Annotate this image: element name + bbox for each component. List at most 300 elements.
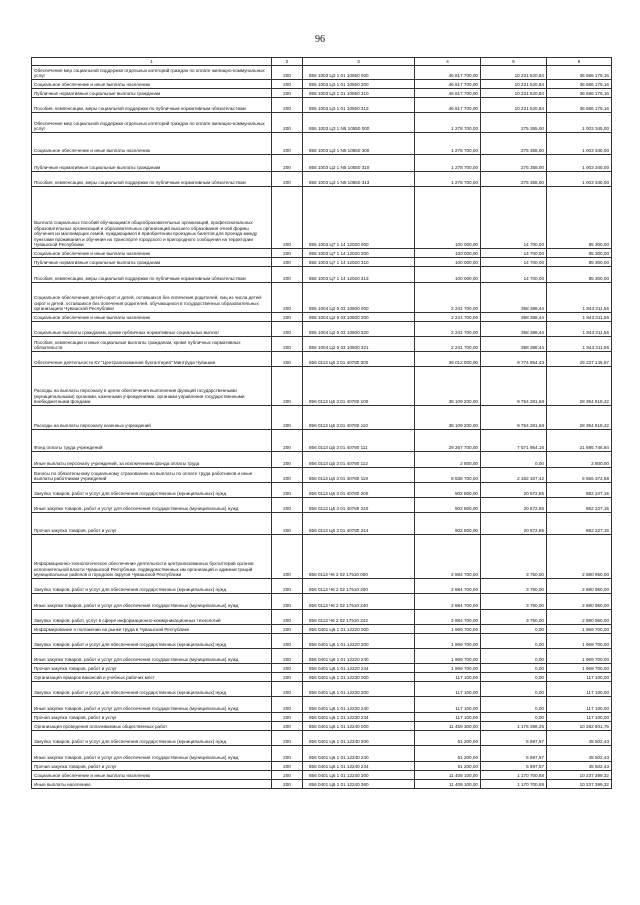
row-code-cell: 200 — [272, 483, 303, 498]
row-executed-amount-cell: 5 697,57 — [481, 746, 547, 762]
row-code-cell: 200 — [272, 133, 303, 155]
table-row — [32, 367, 612, 406]
row-code-cell: 200 — [272, 89, 303, 98]
table-row — [32, 610, 612, 625]
table-row — [32, 313, 612, 322]
row-unexecuted-amount-cell: 36 586 179,16 — [547, 80, 612, 89]
row-unexecuted-amount-cell: 1 843 311,56 — [547, 313, 612, 322]
row-name-cell: Закупка товаров, работ и услуг для обеспечения государственных (муниципальных) нужд — [32, 682, 272, 697]
table-row — [32, 649, 612, 664]
row-classification-code-cell: 856 0401 Ц6 1 01 12240 240 — [303, 746, 415, 762]
row-approved-amount-cell: 39 012 000,00 — [415, 352, 481, 367]
table-row — [32, 468, 612, 483]
row-classification-code-cell: 856 0113 Ч6 2 02 17510 200 — [303, 579, 415, 594]
row-executed-amount-cell: 20 572,85 — [481, 483, 547, 498]
row-unexecuted-amount-cell: 21 695 745,84 — [547, 430, 612, 452]
row-classification-code-cell: 856 0113 Ц6 3 01 40780 200 — [303, 483, 415, 498]
row-executed-amount-cell: 275 355,00 — [481, 113, 547, 133]
row-approved-amount-cell: 1 969 700,00 — [415, 625, 481, 634]
row-approved-amount-cell: 51 200,00 — [415, 762, 481, 771]
table-row — [32, 594, 612, 610]
row-name-cell: Организация ярмарок вакансий и учебных рабочих мест — [32, 673, 272, 682]
row-name-cell: Социальное обеспечение и иные выплаты населению — [32, 80, 272, 89]
row-approved-amount-cell: 100 000,00 — [415, 258, 481, 267]
row-name-cell: Фонд оплаты труда учреждений — [32, 430, 272, 452]
row-name-cell: Информационно-технологическое обеспечение деятельности централизованных бухгалтерий органов исполнительной власти Чувашской Республики, подведомственных им организаций и администраций муниципальных районов и городских округов Чувашской Республики — [32, 535, 272, 579]
row-executed-amount-cell: 0,00 — [481, 673, 547, 682]
row-unexecuted-amount-cell: 1 003 345,00 — [547, 155, 612, 172]
row-unexecuted-amount-cell: 6 656 372,58 — [547, 468, 612, 483]
row-name-cell: Закупка товаров, работ и услуг для обеспечения государственных (муниципальных) нужд — [32, 634, 272, 649]
row-approved-amount-cell: 11 459 300,00 — [415, 722, 481, 731]
row-classification-code-cell: 855 1004 Ц2 5 03 10500 320 — [303, 322, 415, 337]
row-code-cell: 200 — [272, 664, 303, 673]
row-name-cell: Публичные нормативные социальные выплаты гражданам — [32, 89, 272, 98]
row-approved-amount-cell: 902 800,00 — [415, 513, 481, 535]
row-approved-amount-cell: 2 884 700,00 — [415, 535, 481, 579]
table-row — [32, 98, 612, 113]
row-code-cell: 200 — [272, 682, 303, 697]
row-classification-code-cell: 855 1003 Ц7 1 14 12020 313 — [303, 267, 415, 283]
row-approved-amount-cell: 46 817 700,00 — [415, 80, 481, 89]
row-unexecuted-amount-cell: 2 880 950,00 — [547, 610, 612, 625]
row-approved-amount-cell: 117 100,00 — [415, 682, 481, 697]
row-name-cell: Иные закупки товаров, работ и услуг для обеспечения государственных (муниципальных) нужд — [32, 594, 272, 610]
table-row — [32, 337, 612, 352]
row-name-cell: Прочая закупка товаров, работ и услуг — [32, 513, 272, 535]
page-number: 96 — [315, 34, 325, 45]
table-row — [32, 780, 612, 789]
row-approved-amount-cell: 29 267 700,00 — [415, 430, 481, 452]
row-approved-amount-cell: 8 838 700,00 — [415, 468, 481, 483]
row-code-cell: 200 — [272, 762, 303, 771]
row-executed-amount-cell: 398 388,44 — [481, 322, 547, 337]
table-row — [32, 771, 612, 780]
row-name-cell: Пособия, компенсации, меры социальной поддержки по публичным нормативным обязательствам — [32, 267, 272, 283]
row-approved-amount-cell: 38 109 200,00 — [415, 367, 481, 406]
row-unexecuted-amount-cell: 882 227,15 — [547, 483, 612, 498]
row-executed-amount-cell: 14 700,00 — [481, 249, 547, 258]
row-executed-amount-cell: 398 388,44 — [481, 283, 547, 313]
row-code-cell: 200 — [272, 673, 303, 682]
row-classification-code-cell: 855 1003 Ц3 1 N5 10550 000 — [303, 113, 415, 133]
row-code-cell: 200 — [272, 746, 303, 762]
row-classification-code-cell: 855 1003 Ц3 1 01 10550 310 — [303, 89, 415, 98]
row-unexecuted-amount-cell: 45 502,43 — [547, 762, 612, 771]
table-row — [32, 133, 612, 155]
row-name-cell: Социальное обеспечение и иные выплаты населению — [32, 133, 272, 155]
row-code-cell: 200 — [272, 430, 303, 452]
row-code-cell: 200 — [272, 155, 303, 172]
row-approved-amount-cell: 2 884 700,00 — [415, 594, 481, 610]
table-row — [32, 664, 612, 673]
row-classification-code-cell: 855 1003 Ц7 1 14 12020 000 — [303, 187, 415, 249]
row-approved-amount-cell: 11 408 100,00 — [415, 780, 481, 789]
row-approved-amount-cell: 2 241 700,00 — [415, 322, 481, 337]
row-name-cell: Социальное обеспечение и иные выплаты населению — [32, 249, 272, 258]
column-header: 6 — [547, 58, 612, 66]
table-row — [32, 682, 612, 697]
row-executed-amount-cell: 14 700,00 — [481, 267, 547, 283]
row-name-cell: Пособия, компенсации, меры социальной поддержки по публичным нормативным обязательствам — [32, 172, 272, 187]
row-code-cell: 200 — [272, 80, 303, 89]
row-classification-code-cell: 856 0401 Ц6 1 01 12230 200 — [303, 682, 415, 697]
row-code-cell: 200 — [272, 771, 303, 780]
table-row — [32, 483, 612, 498]
row-code-cell: 200 — [272, 498, 303, 513]
table-row — [32, 513, 612, 535]
row-name-cell: Публичные нормативные социальные выплаты гражданам — [32, 155, 272, 172]
row-executed-amount-cell: 275 355,00 — [481, 133, 547, 155]
row-unexecuted-amount-cell: 2 880 950,00 — [547, 594, 612, 610]
row-name-cell: Социальное обеспечение и иные выплаты населению — [32, 313, 272, 322]
row-unexecuted-amount-cell: 882 227,15 — [547, 513, 612, 535]
row-classification-code-cell: 856 0401 Ц6 1 01 12240 300 — [303, 771, 415, 780]
row-executed-amount-cell: 5 697,57 — [481, 731, 547, 746]
table-row — [32, 89, 612, 98]
row-approved-amount-cell: 51 200,00 — [415, 731, 481, 746]
row-executed-amount-cell: 1 170 700,68 — [481, 780, 547, 789]
row-approved-amount-cell: 2 241 700,00 — [415, 283, 481, 313]
row-name-cell: Социальное обеспечение и иные выплаты населению — [32, 771, 272, 780]
column-header: 3 — [303, 58, 415, 66]
row-code-cell: 200 — [272, 625, 303, 634]
row-executed-amount-cell: 10 231 520,84 — [481, 66, 547, 80]
row-unexecuted-amount-cell: 882 227,15 — [547, 498, 612, 513]
row-code-cell: 200 — [272, 322, 303, 337]
row-executed-amount-cell: 20 572,85 — [481, 513, 547, 535]
table-row — [32, 498, 612, 513]
row-unexecuted-amount-cell: 36 586 179,16 — [547, 98, 612, 113]
row-classification-code-cell: 856 0401 Ц6 1 01 12230 244 — [303, 713, 415, 722]
row-name-cell: Социальные выплаты гражданам, кроме публичных нормативных социальных выплат — [32, 322, 272, 337]
row-unexecuted-amount-cell: 1 969 700,00 — [547, 649, 612, 664]
row-approved-amount-cell: 1 278 700,00 — [415, 172, 481, 187]
row-executed-amount-cell: 9 754 281,58 — [481, 406, 547, 430]
row-unexecuted-amount-cell: 10 282 901,75 — [547, 722, 612, 731]
row-code-cell: 200 — [272, 513, 303, 535]
table-row — [32, 430, 612, 452]
row-classification-code-cell: 856 0113 Ч6 2 02 17510 242 — [303, 610, 415, 625]
table-row — [32, 452, 612, 468]
row-unexecuted-amount-cell: 117 100,00 — [547, 697, 612, 713]
row-approved-amount-cell: 11 408 100,00 — [415, 771, 481, 780]
row-executed-amount-cell: 0,00 — [481, 452, 547, 468]
row-classification-code-cell: 856 0113 Ц6 3 01 40780 112 — [303, 452, 415, 468]
row-unexecuted-amount-cell: 2 800,00 — [547, 452, 612, 468]
row-code-cell: 200 — [272, 468, 303, 483]
row-code-cell: 200 — [272, 172, 303, 187]
row-classification-code-cell: 855 1003 Ц3 1 N5 10550 310 — [303, 155, 415, 172]
table-row — [32, 322, 612, 337]
row-unexecuted-amount-cell: 2 880 950,00 — [547, 535, 612, 579]
row-approved-amount-cell: 902 800,00 — [415, 498, 481, 513]
row-executed-amount-cell: 0,00 — [481, 625, 547, 634]
table-row — [32, 625, 612, 634]
row-code-cell: 200 — [272, 352, 303, 367]
row-name-cell: Иные закупки товаров, работ и услуг для обеспечения государственных (муниципальных) нужд — [32, 746, 272, 762]
row-name-cell: Обеспечение мер социальной поддержки отдельных категорий граждан по оплате жилищно-коммунальных услуг — [32, 113, 272, 133]
row-unexecuted-amount-cell: 1 003 345,00 — [547, 113, 612, 133]
row-unexecuted-amount-cell: 85 300,00 — [547, 258, 612, 267]
table-row — [32, 406, 612, 430]
table-row — [32, 155, 612, 172]
row-unexecuted-amount-cell: 2 880 950,00 — [547, 579, 612, 594]
column-header: 4 — [415, 58, 481, 66]
table-row — [32, 535, 612, 579]
row-classification-code-cell: 855 1003 Ц3 1 N5 10550 313 — [303, 172, 415, 187]
row-executed-amount-cell: 275 355,00 — [481, 172, 547, 187]
row-approved-amount-cell: 1 969 700,00 — [415, 649, 481, 664]
row-name-cell: Взносы по обязательному социальному страхованию на выплаты по оплате труда работников и иные выплаты работникам учреждений — [32, 468, 272, 483]
table-row — [32, 258, 612, 267]
row-code-cell: 200 — [272, 249, 303, 258]
row-approved-amount-cell: 100 000,00 — [415, 249, 481, 258]
row-unexecuted-amount-cell: 45 502,43 — [547, 746, 612, 762]
row-classification-code-cell: 856 0113 Ц6 3 01 40780 110 — [303, 406, 415, 430]
row-name-cell: Обеспечение мер социальной поддержки отдельных категорий граждан по оплате жилищно-коммунальных услуг — [32, 66, 272, 80]
row-classification-code-cell: 855 1003 Ц7 1 14 12020 300 — [303, 249, 415, 258]
row-approved-amount-cell: 2 884 700,00 — [415, 579, 481, 594]
table-row — [32, 673, 612, 682]
row-name-cell: Прочая закупка товаров, работ и услуг — [32, 664, 272, 673]
row-classification-code-cell: 856 0113 Ц6 3 01 40780 111 — [303, 430, 415, 452]
row-executed-amount-cell: 10 231 520,84 — [481, 80, 547, 89]
row-executed-amount-cell: 3 750,00 — [481, 594, 547, 610]
row-unexecuted-amount-cell: 1 843 311,56 — [547, 283, 612, 313]
table-row — [32, 713, 612, 722]
row-name-cell: Закупка товаров, работ и услуг для обеспечения государственных (муниципальных) нужд — [32, 483, 272, 498]
row-unexecuted-amount-cell: 117 100,00 — [547, 673, 612, 682]
row-classification-code-cell: 855 1003 Ц3 1 01 10550 000 — [303, 66, 415, 80]
row-approved-amount-cell: 46 817 700,00 — [415, 98, 481, 113]
row-executed-amount-cell: 398 388,44 — [481, 337, 547, 352]
row-unexecuted-amount-cell: 117 100,00 — [547, 682, 612, 697]
row-classification-code-cell: 855 1003 Ц7 1 14 12020 310 — [303, 258, 415, 267]
table-row — [32, 722, 612, 731]
table-row — [32, 579, 612, 594]
row-name-cell: Закупка товаров, работ и услуг для обеспечения государственных (муниципальных) нужд — [32, 731, 272, 746]
row-unexecuted-amount-cell: 1 003 345,00 — [547, 172, 612, 187]
row-executed-amount-cell: 3 750,00 — [481, 579, 547, 594]
row-unexecuted-amount-cell: 10 237 399,32 — [547, 771, 612, 780]
row-executed-amount-cell: 3 750,00 — [481, 610, 547, 625]
row-code-cell: 200 — [272, 367, 303, 406]
row-approved-amount-cell: 1 278 700,00 — [415, 133, 481, 155]
row-classification-code-cell: 856 0401 Ц6 1 01 12240 200 — [303, 731, 415, 746]
row-approved-amount-cell: 2 884 700,00 — [415, 610, 481, 625]
row-unexecuted-amount-cell: 36 586 179,16 — [547, 89, 612, 98]
row-code-cell: 200 — [272, 697, 303, 713]
row-name-cell: Информирование о положении на рынке труда в Чувашской Республике — [32, 625, 272, 634]
row-code-cell: 200 — [272, 649, 303, 664]
row-name-cell: Иные закупки товаров, работ и услуг для обеспечения государственных (муниципальных) нужд — [32, 697, 272, 713]
row-code-cell: 200 — [272, 258, 303, 267]
row-code-cell: 200 — [272, 337, 303, 352]
row-executed-amount-cell: 0,00 — [481, 664, 547, 673]
row-classification-code-cell: 855 1004 Ц2 5 03 10500 321 — [303, 337, 415, 352]
table-row — [32, 352, 612, 367]
row-classification-code-cell: 856 0113 Ц6 3 01 40780 100 — [303, 367, 415, 406]
row-code-cell: 200 — [272, 98, 303, 113]
row-name-cell: Прочая закупка товаров, работ и услуг — [32, 762, 272, 771]
row-executed-amount-cell: 0,00 — [481, 634, 547, 649]
table-row — [32, 746, 612, 762]
table-header-row — [32, 58, 612, 66]
row-classification-code-cell: 856 0401 Ц6 1 01 12240 360 — [303, 780, 415, 789]
row-code-cell: 200 — [272, 452, 303, 468]
row-name-cell: Пособия, компенсации и иные социальные выплаты гражданам, кроме публичных нормативных обязательств — [32, 337, 272, 352]
row-name-cell: Иные закупки товаров, работ и услуг для обеспечения государственных (муниципальных) нужд — [32, 498, 272, 513]
row-executed-amount-cell: 10 231 520,84 — [481, 89, 547, 98]
row-executed-amount-cell: 20 572,85 — [481, 498, 547, 513]
row-classification-code-cell: 856 0113 Ч6 2 02 17510 240 — [303, 594, 415, 610]
row-name-cell: Социальное обеспечение детей-сирот и детей, оставшихся без попечения родителей, лиц из числа детей-сирот и детей, оставшихся без попечения родителей, обучающихся в государственных образовательных организациях Чувашской Республики — [32, 283, 272, 313]
row-classification-code-cell: 855 1003 Ц3 1 N5 10550 300 — [303, 133, 415, 155]
row-unexecuted-amount-cell: 28 354 918,42 — [547, 367, 612, 406]
row-classification-code-cell: 855 1004 Ц2 5 03 10500 300 — [303, 313, 415, 322]
budget-execution-table — [31, 57, 612, 789]
row-code-cell: 200 — [272, 780, 303, 789]
row-approved-amount-cell: 2 241 700,00 — [415, 337, 481, 352]
row-classification-code-cell: 856 0401 Ц6 1 01 12220 244 — [303, 664, 415, 673]
row-executed-amount-cell: 2 182 327,42 — [481, 468, 547, 483]
row-code-cell: 200 — [272, 313, 303, 322]
row-unexecuted-amount-cell: 117 100,00 — [547, 713, 612, 722]
table-row — [32, 731, 612, 746]
row-code-cell: 200 — [272, 634, 303, 649]
row-executed-amount-cell: 14 700,00 — [481, 258, 547, 267]
row-executed-amount-cell: 0,00 — [481, 649, 547, 664]
row-classification-code-cell: 855 1003 Ц3 1 01 10550 300 — [303, 80, 415, 89]
row-executed-amount-cell: 5 697,57 — [481, 762, 547, 771]
row-approved-amount-cell: 2 241 700,00 — [415, 313, 481, 322]
row-approved-amount-cell: 117 100,00 — [415, 673, 481, 682]
row-name-cell: Иные закупки товаров, работ и услуг для обеспечения государственных (муниципальных) нужд — [32, 649, 272, 664]
row-code-cell: 200 — [272, 66, 303, 80]
row-unexecuted-amount-cell: 29 237 145,57 — [547, 352, 612, 367]
row-name-cell: Обеспечение деятельности КУ "Централизованная бухгалтерия" Минтруда Чувашии — [32, 352, 272, 367]
row-classification-code-cell: 855 1003 Ц3 1 01 10550 313 — [303, 98, 415, 113]
row-classification-code-cell: 855 1004 Ц2 5 03 10500 000 — [303, 283, 415, 313]
row-classification-code-cell: 856 0401 Ц6 1 01 12240 244 — [303, 762, 415, 771]
row-code-cell: 200 — [272, 731, 303, 746]
row-executed-amount-cell: 1 170 700,68 — [481, 771, 547, 780]
row-name-cell: Закупка товаров, работ, услуг в сфере информационно-коммуникационных технологий — [32, 610, 272, 625]
row-name-cell: Расходы на выплаты персоналу в целях обеспечения выполнения функций государственными (муниципальными) органами, казенными учреждениями, органами управления государственными внебюджетными фондами — [32, 367, 272, 406]
row-code-cell: 200 — [272, 579, 303, 594]
row-unexecuted-amount-cell: 1 843 311,56 — [547, 337, 612, 352]
row-classification-code-cell: 856 0401 Ц6 1 01 12240 000 — [303, 722, 415, 731]
column-header: 5 — [481, 58, 547, 66]
row-classification-code-cell: 856 0113 Ц6 3 01 40780 240 — [303, 498, 415, 513]
row-executed-amount-cell: 275 355,00 — [481, 155, 547, 172]
row-executed-amount-cell: 0,00 — [481, 697, 547, 713]
table-row — [32, 267, 612, 283]
row-code-cell: 200 — [272, 535, 303, 579]
row-name-cell: Иные выплаты населению — [32, 780, 272, 789]
table-row — [32, 66, 612, 80]
row-unexecuted-amount-cell: 1 003 345,00 — [547, 133, 612, 155]
row-code-cell: 200 — [272, 594, 303, 610]
row-executed-amount-cell: 1 176 398,25 — [481, 722, 547, 731]
row-code-cell: 200 — [272, 406, 303, 430]
row-approved-amount-cell: 38 109 200,00 — [415, 406, 481, 430]
row-executed-amount-cell: 14 700,00 — [481, 187, 547, 249]
row-code-cell: 200 — [272, 283, 303, 313]
row-unexecuted-amount-cell: 10 237 399,32 — [547, 780, 612, 789]
row-executed-amount-cell: 0,00 — [481, 682, 547, 697]
row-code-cell: 200 — [272, 722, 303, 731]
row-approved-amount-cell: 1 278 700,00 — [415, 155, 481, 172]
row-classification-code-cell: 856 0401 Ц6 1 01 12230 000 — [303, 673, 415, 682]
row-unexecuted-amount-cell: 1 969 700,00 — [547, 634, 612, 649]
row-code-cell: 200 — [272, 113, 303, 133]
row-unexecuted-amount-cell: 45 502,43 — [547, 731, 612, 746]
row-code-cell: 200 — [272, 267, 303, 283]
row-unexecuted-amount-cell: 85 300,00 — [547, 249, 612, 258]
row-name-cell: Пособия, компенсации, меры социальной поддержки по публичным нормативным обязательствам — [32, 98, 272, 113]
table-row — [32, 697, 612, 713]
row-executed-amount-cell: 9 754 281,58 — [481, 367, 547, 406]
row-name-cell: Прочая закупка товаров, работ и услуг — [32, 713, 272, 722]
column-header: 2 — [272, 58, 303, 66]
row-executed-amount-cell: 7 571 954,16 — [481, 430, 547, 452]
row-name-cell: Публичные нормативные социальные выплаты гражданам — [32, 258, 272, 267]
table-row — [32, 172, 612, 187]
row-name-cell: Выплата социальных пособий обучающимся общеобразовательных организаций, профессиональных образовательных организаций и образовательных организаций высшего образования очной формы обучения из малоимущих семей, нуждающимся в приобретении проездных билетов для проезда между пунктами проживания и обучения на транспорте городского и пригородного сообщения на территории Чувашской Республики — [32, 187, 272, 249]
row-name-cell: Расходы на выплаты персоналу казенных учреждений — [32, 406, 272, 430]
row-executed-amount-cell: 9 774 854,43 — [481, 352, 547, 367]
row-classification-code-cell: 856 0401 Ц6 1 01 12220 000 — [303, 625, 415, 634]
row-approved-amount-cell: 51 200,00 — [415, 746, 481, 762]
row-unexecuted-amount-cell: 28 354 918,42 — [547, 406, 612, 430]
row-unexecuted-amount-cell: 1 969 700,00 — [547, 664, 612, 673]
column-header: 1 — [32, 58, 272, 66]
table-row — [32, 113, 612, 133]
row-approved-amount-cell: 46 817 700,00 — [415, 66, 481, 80]
row-approved-amount-cell: 117 100,00 — [415, 713, 481, 722]
row-unexecuted-amount-cell: 36 586 179,16 — [547, 66, 612, 80]
row-executed-amount-cell: 3 750,00 — [481, 535, 547, 579]
row-approved-amount-cell: 100 000,00 — [415, 187, 481, 249]
row-name-cell: Иные выплаты персоналу учреждений, за исключением фонда оплаты труда — [32, 452, 272, 468]
table-row — [32, 187, 612, 249]
row-approved-amount-cell: 1 969 700,00 — [415, 664, 481, 673]
row-approved-amount-cell: 46 817 700,00 — [415, 89, 481, 98]
row-classification-code-cell: 856 0401 Ц6 1 01 12220 200 — [303, 634, 415, 649]
row-approved-amount-cell: 1 278 700,00 — [415, 113, 481, 133]
row-approved-amount-cell: 100 000,00 — [415, 267, 481, 283]
table-row — [32, 283, 612, 313]
row-approved-amount-cell: 2 800,00 — [415, 452, 481, 468]
row-approved-amount-cell: 1 969 700,00 — [415, 634, 481, 649]
row-unexecuted-amount-cell: 1 843 311,56 — [547, 322, 612, 337]
row-code-cell: 200 — [272, 713, 303, 722]
row-executed-amount-cell: 398 388,44 — [481, 313, 547, 322]
table-row — [32, 249, 612, 258]
table-row — [32, 80, 612, 89]
row-code-cell: 200 — [272, 187, 303, 249]
row-name-cell: Организация проведения оплачиваемых общественных работ — [32, 722, 272, 731]
row-approved-amount-cell: 902 800,00 — [415, 483, 481, 498]
row-name-cell: Закупка товаров, работ и услуг для обеспечения государственных (муниципальных) нужд — [32, 579, 272, 594]
row-executed-amount-cell: 0,00 — [481, 713, 547, 722]
table-row — [32, 634, 612, 649]
row-classification-code-cell: 856 0113 Ц6 3 01 40780 244 — [303, 513, 415, 535]
row-unexecuted-amount-cell: 1 969 700,00 — [547, 625, 612, 634]
row-approved-amount-cell: 117 100,00 — [415, 697, 481, 713]
